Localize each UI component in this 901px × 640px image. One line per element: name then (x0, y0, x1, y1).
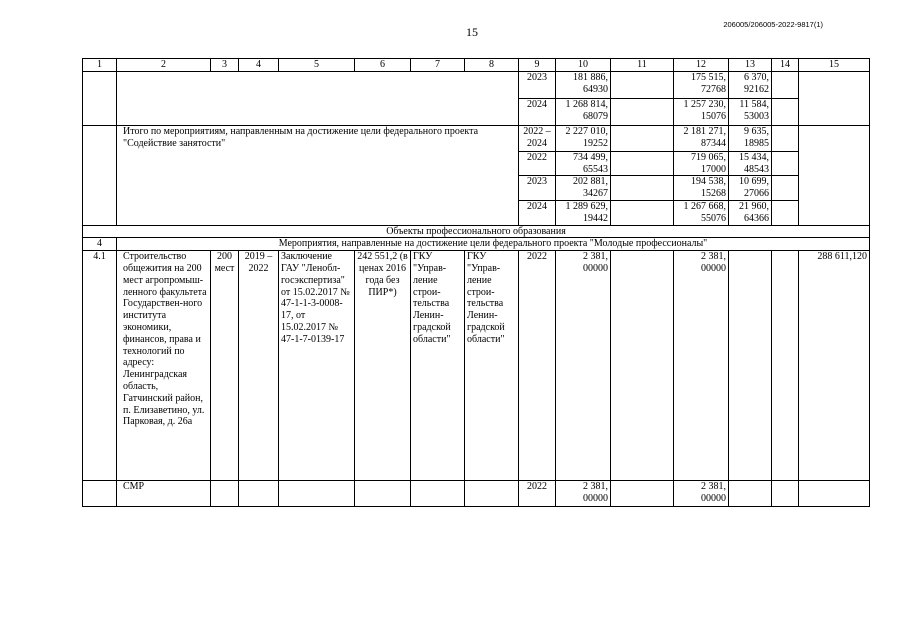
amount-cell: 719 065, 17000 (674, 151, 729, 176)
item-period: 2019 – 2022 (239, 251, 279, 481)
table-row (83, 71, 870, 98)
budget-table (82, 58, 870, 507)
col-header: 11 (611, 59, 674, 72)
col-header: 3 (211, 59, 239, 72)
amount-cell: 2 381, 00000 (674, 251, 729, 481)
col-header: 10 (556, 59, 611, 72)
item-cost: 242 551,2 (в ценах 2016 года без ПИР*) (355, 251, 411, 481)
amount-cell: 10 699, 27066 (729, 176, 772, 201)
col-header: 2 (117, 59, 211, 72)
item-developer: ГКУ "Управ-ление строи-тельства Ленин-градской области" (465, 251, 519, 481)
table-row (83, 251, 870, 481)
col-header: 14 (772, 59, 799, 72)
amount-cell: 15 434, 48543 (729, 151, 772, 176)
amount-cell: 175 515, 72768 (674, 71, 729, 98)
amount-cell: 734 499, 65543 (556, 151, 611, 176)
amount-cell: 1 289 629, 19442 (556, 200, 611, 225)
year-cell: 2022 (519, 151, 556, 176)
table-row (83, 481, 870, 507)
col-header: 7 (411, 59, 465, 72)
year-cell: 2022 – 2024 (519, 125, 556, 151)
year-cell: 2022 (519, 251, 556, 481)
amount-cell: 1 268 814, 68079 (556, 98, 611, 125)
col-header: 6 (355, 59, 411, 72)
amount-cell: 2 381, 00000 (556, 481, 611, 507)
amount-cell: 1 267 668, 55076 (674, 200, 729, 225)
page-number: 15 (466, 25, 478, 39)
subsection-number: 4 (83, 238, 117, 251)
amount-cell: 181 886, 64930 (556, 71, 611, 98)
year-cell: 2024 (519, 200, 556, 225)
total-label: Итого по мероприятиям, направленным на достижение цели федерального проекта "Содействие занятости" (117, 125, 519, 225)
col-header: 5 (279, 59, 355, 72)
amount-cell: 288 611,120 (799, 251, 870, 481)
section-title: Объекты профессионального образования (83, 225, 870, 238)
col-header: 8 (465, 59, 519, 72)
amount-cell: 2 381, 00000 (674, 481, 729, 507)
document-id: 206005/206005-2022-9817(1) (723, 20, 823, 29)
amount-cell: 2 227 010, 19252 (556, 125, 611, 151)
item-customer: ГКУ "Управ-ление строи-тельства Ленин-градской области" (411, 251, 465, 481)
amount-cell: 1 257 230, 15076 (674, 98, 729, 125)
amount-cell: 21 960, 64366 (729, 200, 772, 225)
amount-cell: 11 584, 53003 (729, 98, 772, 125)
year-cell: 2022 (519, 481, 556, 507)
subsection-row (83, 238, 870, 251)
item-number: 4.1 (83, 251, 117, 481)
column-number-row (83, 59, 870, 72)
item-name: Строительство общежития на 200 мест агропромыш-ленного факультета Государствен-ного института экономики, финансов, права и технологий по адресу: Ленинградская область, Гатчинский район, п. Елизаветино, ул. Парковая, д. 26а (117, 251, 211, 481)
col-header: 1 (83, 59, 117, 72)
amount-cell: 2 381, 00000 (556, 251, 611, 481)
col-header: 13 (729, 59, 772, 72)
col-header: 15 (799, 59, 870, 72)
year-cell: 2023 (519, 176, 556, 201)
year-cell: 2024 (519, 98, 556, 125)
amount-cell: 202 881, 34267 (556, 176, 611, 201)
amount-cell: 9 635, 18985 (729, 125, 772, 151)
amount-cell: 2 181 271, 87344 (674, 125, 729, 151)
year-cell: 2023 (519, 71, 556, 98)
section-row (83, 225, 870, 238)
col-header: 12 (674, 59, 729, 72)
col-header: 4 (239, 59, 279, 72)
subsection-title: Мероприятия, направленные на достижение цели федерального проекта "Молодые профессионалы" (117, 238, 870, 251)
table-row (83, 125, 870, 151)
amount-cell: 194 538, 15268 (674, 176, 729, 201)
col-header: 9 (519, 59, 556, 72)
item-capacity: 200 мест (211, 251, 239, 481)
item-expertise: Заключение ГАУ "Ленобл-госэкспертиза" от 15.02.2017 № 47-1-1-3-0008-17, от 15.02.2017 № 47-1-7-0139-17 (279, 251, 355, 481)
smr-label: СМР (117, 481, 211, 507)
amount-cell: 6 370, 92162 (729, 71, 772, 98)
